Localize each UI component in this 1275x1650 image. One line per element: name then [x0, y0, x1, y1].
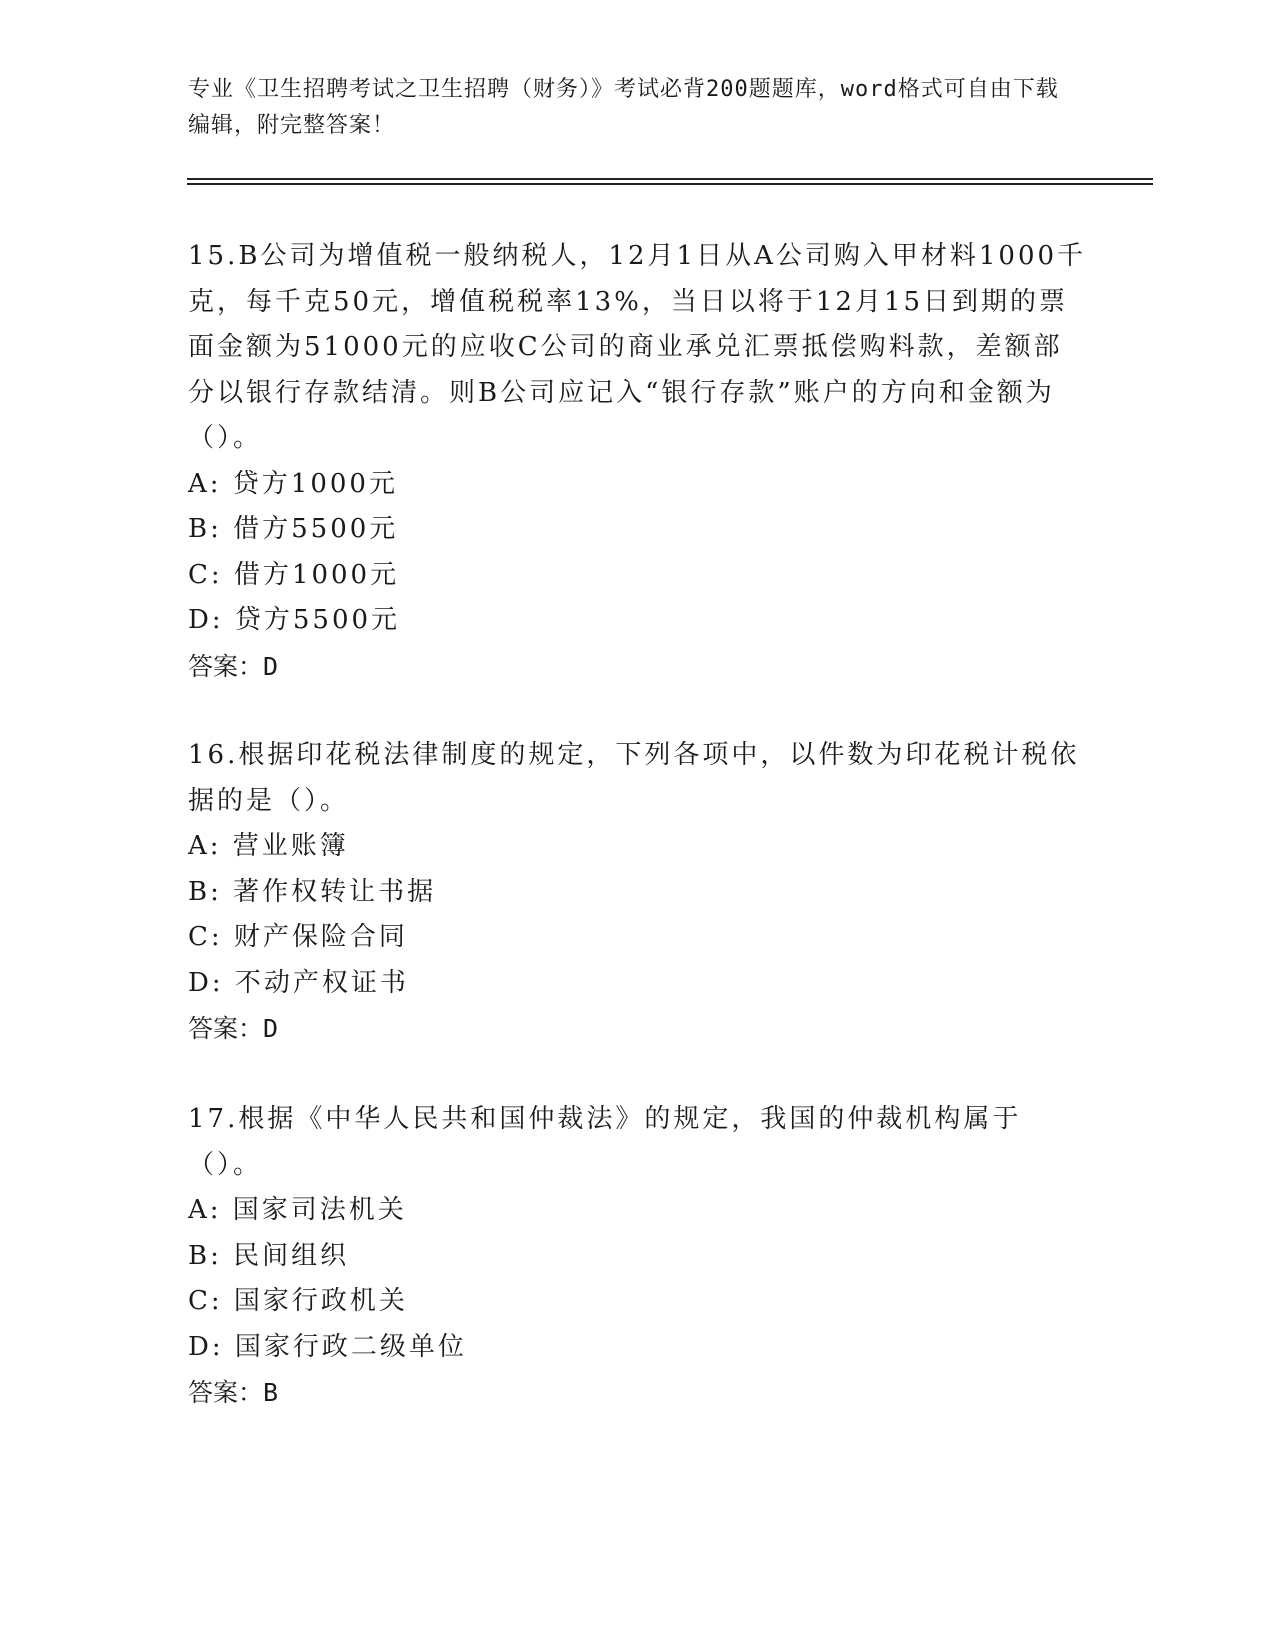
header-divider-bottom	[187, 183, 1153, 185]
option-a: A: 国家司法机关	[188, 1195, 407, 1225]
option-b: B: 借方5500元	[188, 514, 399, 544]
answer-line: 答案：B	[188, 1378, 279, 1407]
option-b: B: 著作权转让书据	[188, 876, 437, 907]
document-header: 专业《卫生招聘考试之卫生招聘（财务）》考试必背200题题库，word格式可自由下载编辑，附完整答案！	[188, 77, 1059, 138]
question-15	[188, 234, 1088, 689]
answer-line: 答案：D	[188, 1014, 279, 1043]
option-c: C: 借方1000元	[188, 559, 400, 590]
question-stem: 16.根据印花税法律制度的规定，下列各项中，以件数为印花税计税依据的是（）。	[188, 740, 1080, 816]
question-16	[188, 733, 1088, 1052]
option-d: D: 不动产权证书	[188, 967, 409, 998]
question-stem: 17.根据《中华人民共和国仲裁法》的规定，我国的仲裁机构属于（）。	[188, 1104, 1022, 1180]
option-a: A: 贷方1000元	[188, 468, 398, 499]
header-divider-top	[187, 178, 1153, 180]
option-c: C: 国家行政机关	[188, 1286, 408, 1316]
option-c: C: 财产保险合同	[188, 922, 408, 952]
option-d: D: 贷方5500元	[188, 605, 401, 635]
question-stem: 15.B公司为增值税一般纳税人，12月1日从A公司购入甲材料1000千克，每千克50元，增值税税率13%，当日以将于12月15日到期的票面金额为51000元的应收C公司的商业承兑汇票抵偿购料款，差额部分以银行存款结清。则B公司应记入“银行存款”账户的方向和金额为（）。	[188, 241, 1087, 453]
option-d: D: 国家行政二级单位	[188, 1331, 467, 1362]
option-b: B: 民间组织	[188, 1240, 350, 1271]
option-a: A: 营业账簿	[188, 831, 349, 861]
answer-line: 答案：D	[188, 651, 279, 681]
question-17	[188, 1097, 1088, 1416]
